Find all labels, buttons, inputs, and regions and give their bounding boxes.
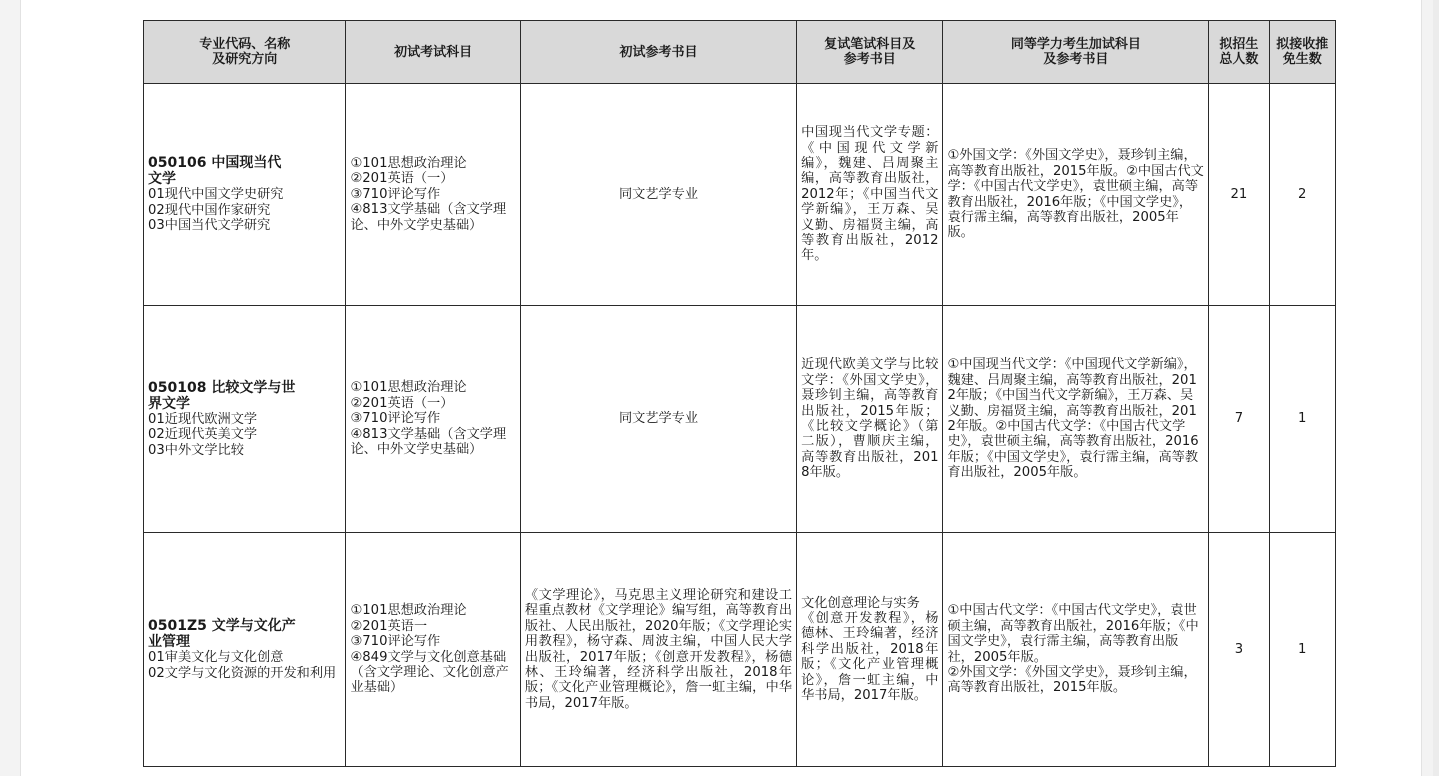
retest-cell: 中国现当代文学专题：《中国现代文学新编》，魏建、吕周聚主编，高等教育出版社，2012年；《中国当代文学新编》，王万森、吴义勤、房福贤主编，高等教育出版社，2012年。	[797, 84, 943, 306]
header-enroll: 拟招生 总人数	[1209, 21, 1269, 84]
major-cell	[144, 84, 346, 306]
exams-cell: ①101思想政治理论 ②201英语（一） ③710评论写作 ④813文学基础（含文学理论、中外文学史基础）	[346, 306, 520, 533]
retest-cell: 近现代欧美文学与比较文学：《外国文学史》，聂珍钊主编，高等教育出版社，2015年版；《比较文学概论》（第二版），曹顺庆主编，高等教育出版社，2018年版。	[797, 306, 943, 533]
exempt-cell: 2	[1269, 84, 1336, 306]
header-major: 专业代码、名称 及研究方向	[144, 21, 346, 84]
enroll-cell: 21	[1209, 84, 1269, 306]
header-books: 初试参考书目	[520, 21, 796, 84]
exams-cell: ①101思想政治理论 ②201英语一 ③710评论写作 ④849文学与文化创意基础（含文学理论、文化创意产业基础）	[346, 533, 520, 767]
admissions-table	[143, 20, 1336, 767]
table-row	[144, 306, 1336, 533]
books-cell: 同文艺学专业	[520, 306, 796, 533]
exempt-cell: 1	[1269, 306, 1336, 533]
enroll-cell: 3	[1209, 533, 1269, 767]
exams-cell: ①101思想政治理论 ②201英语（一） ③710评论写作 ④813文学基础（含文学理论、中外文学史基础）	[346, 84, 520, 306]
header-exams: 初试考试科目	[346, 21, 520, 84]
document-page	[20, 0, 1422, 776]
enroll-cell: 7	[1209, 306, 1269, 533]
major-name: 050106 中国现当代 文学	[148, 155, 282, 188]
major-cell	[144, 306, 346, 533]
header-equivalent: 同等学力考生加试科目 及参考书目	[943, 21, 1209, 84]
table-row	[144, 533, 1336, 767]
exempt-cell: 1	[1269, 533, 1336, 767]
major-directions: 01现代中国文学史研究 02现代中国作家研究 03中国当代文学研究	[148, 187, 284, 234]
retest-cell: 文化创意理论与实务 《创意开发教程》，杨德林、王玲编著，经济科学出版社，2018年版；《文化产业管理概论》，詹一虹主编，中华书局，2017年版。	[797, 533, 943, 767]
header-exempt: 拟接收推 免生数	[1269, 21, 1336, 84]
major-name: 0501Z5 文学与文化产 业管理	[148, 618, 296, 651]
major-name: 050108 比较文学与世 界文学	[148, 379, 296, 412]
major-directions: 01审美文化与文化创意 02文学与文化资源的开发和利用	[148, 650, 337, 681]
header-retest: 复试笔试科目及 参考书目	[797, 21, 943, 84]
books-cell: 同文艺学专业	[520, 84, 796, 306]
scrollbar-track[interactable]	[1433, 0, 1439, 776]
equivalent-cell: ①中国古代文学：《中国古代文学史》，袁世硕主编，高等教育出版社，2016年版；《中国文学史》，袁行霈主编，高等教育出版社，2005年版。 ②外国文学：《外国文学史》，聂珍钊主编，高等教育出版社，2015年版。	[943, 533, 1209, 767]
equivalent-cell: ①外国文学：《外国文学史》，聂珍钊主编，高等教育出版社，2015年版。②中国古代文学：《中国古代文学史》，袁世硕主编，高等教育出版社，2016年版；《中国文学史》，袁行霈主编，高等教育出版社，2005年版。	[943, 84, 1209, 306]
table-row	[144, 84, 1336, 306]
major-directions: 01近现代欧洲文学 02近现代英美文学 03中外文学比较	[148, 411, 258, 458]
equivalent-cell: ①中国现当代文学：《中国现代文学新编》，魏建、吕周聚主编，高等教育出版社，2012年版；《中国当代文学新编》，王万森、吴义勤、房福贤主编，高等教育出版社，2012年版。②中国古代文学：《中国古代文学史》，袁世硕主编，高等教育出版社，2016年版；《中国文学史》，袁行霈主编，高等教育出版社，2005年版。	[943, 306, 1209, 533]
major-cell	[144, 533, 346, 767]
table-header-row	[144, 21, 1336, 84]
books-cell: 《文学理论》，马克思主义理论研究和建设工程重点教材《文学理论》编写组，高等教育出版社、人民出版社，2020年版；《文学理论实用教程》，杨守森、周波主编，中国人民大学出版社，2017年版；《创意开发教程》，杨德林、王玲编著，经济科学出版社，2018年版；《文化产业管理概论》，詹一虹主编，中华书局，2017年版。	[520, 533, 796, 767]
